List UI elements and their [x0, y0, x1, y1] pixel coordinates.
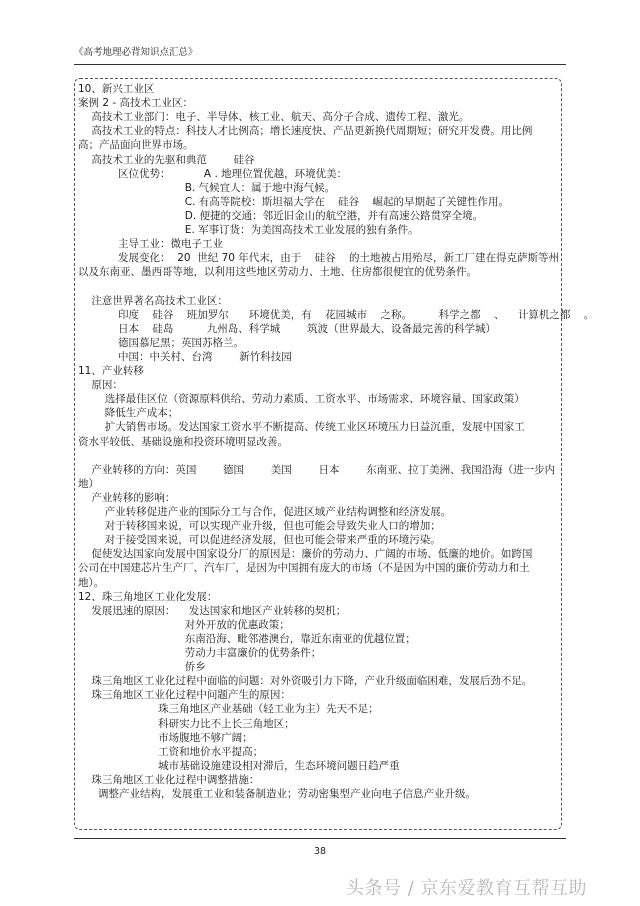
text-line: 高技术工业部门：电子、半导体、核工业、航天、高分子合成、遗传工程、激光。 [78, 111, 470, 124]
text-line: 扩大销售市场。发达国家工资水平不断提高、传统工业区环境压力日益沉重，发展中国家工 [78, 421, 525, 434]
text-line: C. 有高等院校：斯坦福大学在 硅谷 崛起的早期起了关键性作用。 [78, 195, 510, 208]
text-line: 对外开放的优惠政策； [78, 618, 290, 631]
text-line: 印度 硅谷 班加罗尔 环境优美，有 花园城市 之称。 科学之都 、 计算机之都 。 [78, 308, 595, 321]
text-line: 城市基础设施建设相对滞后，生态环境问题日趋严重 [78, 759, 400, 772]
footer-divider [74, 838, 566, 839]
page-number: 38 [313, 846, 327, 857]
text-line: 工资和地价水平提高； [78, 745, 264, 758]
text-line: 对于接受国来说，可以促进经济发展，但也可能会带来严重的环境污染。 [78, 534, 441, 547]
text-line: 东南沿海、毗邻港澳台，靠近东南亚的优越位置； [78, 632, 416, 645]
text-line: 公司在中国建芯片生产厂、汽车厂，是因为中国拥有庞大的市场（不是因为中国的廉价劳动力和土 [78, 562, 530, 575]
text-line: 侨乡 [78, 661, 206, 674]
text-line: 劳动力丰富廉价的优势条件； [78, 647, 322, 659]
text-line: 珠三角地区工业化过程中问题产生的原因： [78, 689, 291, 702]
text-line: 主导工业：微电子工业 [78, 238, 224, 251]
text-line: 注意世界著名高技术工业区： [78, 294, 228, 307]
text-line: 产业转移促进产业的国际分工与合作，促进区域产业结构调整和经济发展。 [78, 506, 452, 518]
text-line: 产业转移的影响： [78, 491, 176, 504]
text-line: 珠三角地区工业化过程中调整措施： [78, 773, 260, 786]
text-line: 选择最佳区位（资源原料供给、劳动力素质、工资水平、市场需求、环境容量、国家政策） [78, 393, 525, 406]
header-divider [74, 64, 566, 65]
text-line: 区位优势： A . 地理位置优越，环境优美： [78, 167, 348, 180]
text-line: 高技术工业的先驱和典范 硅谷 [78, 153, 255, 166]
watermark-text: 头条号 / 京东爱教育互帮互助 [346, 878, 588, 899]
text-line: 中国：中关村、台湾 新竹科技园 [78, 350, 292, 363]
text-line: 发展变化： 20 世纪 70 年代末，由于 硅谷 的土地被占用殆尽，新工厂建在得克萨斯等州 [78, 252, 559, 265]
text-line: 地）。 [78, 576, 105, 589]
document-header: 《高考地理必背知识点汇总》 [74, 47, 198, 58]
text-line: 市场腹地不够广阔； [78, 731, 253, 744]
text-line: 11、产业转移 [78, 365, 144, 377]
text-line: 资水平较低、基础设施和投资环境明显改善。 [78, 435, 288, 448]
text-line: 12、珠三角地区工业化发展： [78, 590, 218, 603]
text-line: 日本 硅岛 九州岛、科学城 筑波（世界最大、设备最完善的科学城） [78, 322, 496, 335]
text-line: E. 军事订货：为美国高技术工业发展的独有条件。 [78, 224, 419, 236]
text-line: 高技术工业的特点：科技人才比例高；增长速度快、产品更新换代周期短；研究开发费。用比例 [78, 125, 533, 138]
text-line: 原因： [78, 379, 123, 392]
text-line: 科研实力比不上长三角地区； [78, 717, 295, 730]
text-line: 促使发达国家向发展中国家设分厂的原因是：廉价的劳动力、广阔的市场、低廉的地价。如跨国 [78, 548, 533, 561]
text-line: 10、新兴工业区 [78, 83, 155, 95]
text-line: 高；产品面向世界市场。 [78, 139, 194, 152]
text-line: D. 便捷的交通：邻近旧金山的航空港，并有高速公路贯穿全境。 [78, 209, 484, 222]
text-line: B. 气候宜人：属于地中海气候。 [78, 181, 336, 194]
text-line: 发展迅速的原因： 发达国家和地区产业转移的契机； [78, 604, 347, 617]
text-line: 德国慕尼黑；英国苏格兰。 [78, 336, 245, 349]
text-line: 以及东南亚、墨西哥等地，以利用这些地区劳动力、土地、住房都很便宜的优势条件。 [78, 266, 477, 279]
text-line: 珠三角地区产业基础（轻工业为主）先天不足； [78, 703, 379, 716]
text-line: 地） [78, 477, 99, 490]
text-line: 案例 2 - 高技术工业区： [78, 97, 193, 110]
text-line: 降低生产成本； [78, 407, 179, 420]
text-line: 对于转移国来说，可以实现产业升级，但也可能会导致失业人口的增加； [78, 520, 441, 533]
text-line: 产业转移的方向：英国 德国 美国 日本 东南亚、拉丁美洲、我国沿海（进一步内 [78, 463, 556, 476]
text-line: 珠三角地区工业化过程中面临的问题：对外资吸引力下降，产业升级面临困难，发展后劲不足。 [78, 675, 533, 688]
text-line: 调整产业结构，发展重工业和装备制造业；劳动密集型产业向电子信息产业升级。 [78, 788, 477, 800]
